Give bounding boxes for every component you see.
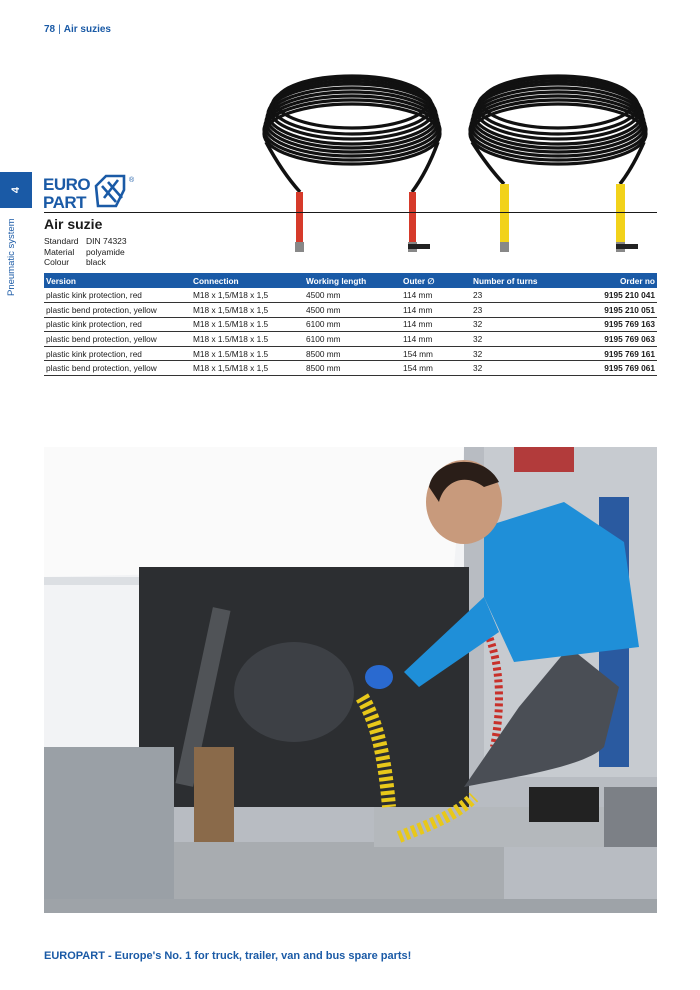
page-header — [44, 24, 111, 35]
cell-order-no: 9195 210 041 — [571, 288, 657, 303]
page-number: 78 — [44, 24, 56, 35]
logo-line1: EURO — [43, 175, 91, 194]
cell-outer-diameter: 114 mm — [401, 332, 471, 347]
spec-row — [44, 247, 127, 258]
cell-version: plastic bend protection, yellow — [44, 303, 191, 318]
table-row — [44, 288, 657, 303]
header-separator: | — [58, 24, 61, 35]
logo-registered: ® — [129, 177, 135, 184]
cell-number-of-turns: 32 — [471, 361, 571, 376]
cell-connection: M18 x 1,5/M18 x 1,5 — [191, 288, 304, 303]
spec-label: Standard — [44, 236, 79, 246]
chapter-number: 4 — [10, 186, 22, 194]
col-number-of-turns: Number of turns — [471, 273, 571, 288]
cell-connection: M18 x 1.5/M18 x 1.5 — [191, 346, 304, 361]
cell-version: plastic kink protection, red — [44, 288, 191, 303]
table-row — [44, 332, 657, 347]
cell-working-length: 8500 mm — [304, 346, 401, 361]
workshop-photo — [44, 447, 657, 913]
logo-emblem-icon — [96, 176, 124, 206]
cell-number-of-turns: 32 — [471, 317, 571, 332]
air-suzie-red-image — [252, 72, 452, 262]
cell-connection: M18 x 1,5/M18 x 1,5 — [191, 361, 304, 376]
cell-connection: M18 x 1.5/M18 x 1.5 — [191, 317, 304, 332]
cell-version: plastic kink protection, red — [44, 317, 191, 332]
product-title: Air suzie — [44, 216, 103, 232]
cell-outer-diameter: 114 mm — [401, 303, 471, 318]
cell-working-length: 6100 mm — [304, 317, 401, 332]
cell-working-length: 8500 mm — [304, 361, 401, 376]
cell-version: plastic bend protection, yellow — [44, 332, 191, 347]
spec-label: Colour — [44, 257, 70, 267]
cell-order-no: 9195 769 161 — [571, 346, 657, 361]
col-working-length: Working length — [304, 273, 401, 288]
spec-row — [44, 257, 127, 268]
spec-label: Material — [44, 246, 75, 257]
table-row — [44, 361, 657, 376]
table-header-row — [44, 273, 657, 288]
section-title: Air suzies — [63, 24, 111, 35]
cell-number-of-turns: 23 — [471, 288, 571, 303]
logo-line2: PART — [43, 193, 87, 210]
cell-order-no: 9195 769 061 — [571, 361, 657, 376]
chapter-label-wrap — [6, 218, 26, 316]
col-version: Version — [44, 273, 191, 288]
cell-connection: M18 x 1.5/M18 x 1.5 — [191, 332, 304, 347]
table-row — [44, 346, 657, 361]
chapter-label: Pneumatic system — [6, 218, 17, 296]
chapter-tab[interactable] — [0, 172, 32, 208]
spec-value: DIN 74323 — [86, 236, 127, 246]
cell-outer-diameter: 154 mm — [401, 361, 471, 376]
cell-order-no: 9195 769 063 — [571, 332, 657, 347]
cell-version: plastic kink protection, red — [44, 346, 191, 361]
cell-working-length: 4500 mm — [304, 303, 401, 318]
europart-logo — [43, 174, 143, 210]
cell-outer-diameter: 114 mm — [401, 317, 471, 332]
spec-value: black — [86, 257, 106, 267]
title-rule — [44, 212, 657, 213]
col-connection: Connection — [191, 273, 304, 288]
table-row — [44, 317, 657, 332]
product-table — [44, 273, 657, 376]
cell-order-no: 9195 210 051 — [571, 303, 657, 318]
cell-connection: M18 x 1,5/M18 x 1,5 — [191, 303, 304, 318]
col-outer-diameter: Outer ∅ — [401, 273, 471, 288]
table-row — [44, 303, 657, 318]
spec-row — [44, 236, 127, 247]
cell-outer-diameter: 114 mm — [401, 288, 471, 303]
air-suzie-yellow-image — [458, 72, 658, 262]
cell-working-length: 6100 mm — [304, 332, 401, 347]
cell-number-of-turns: 23 — [471, 303, 571, 318]
product-specs — [44, 236, 127, 268]
cell-version: plastic bend protection, yellow — [44, 361, 191, 376]
cell-working-length: 4500 mm — [304, 288, 401, 303]
cell-outer-diameter: 154 mm — [401, 346, 471, 361]
cell-order-no: 9195 769 163 — [571, 317, 657, 332]
cell-number-of-turns: 32 — [471, 346, 571, 361]
cell-number-of-turns: 32 — [471, 332, 571, 347]
col-order-no: Order no — [571, 273, 657, 288]
footer-tagline: EUROPART - Europe's No. 1 for truck, trailer, van and bus spare parts! — [44, 950, 412, 962]
spec-value: polyamide — [86, 246, 125, 257]
